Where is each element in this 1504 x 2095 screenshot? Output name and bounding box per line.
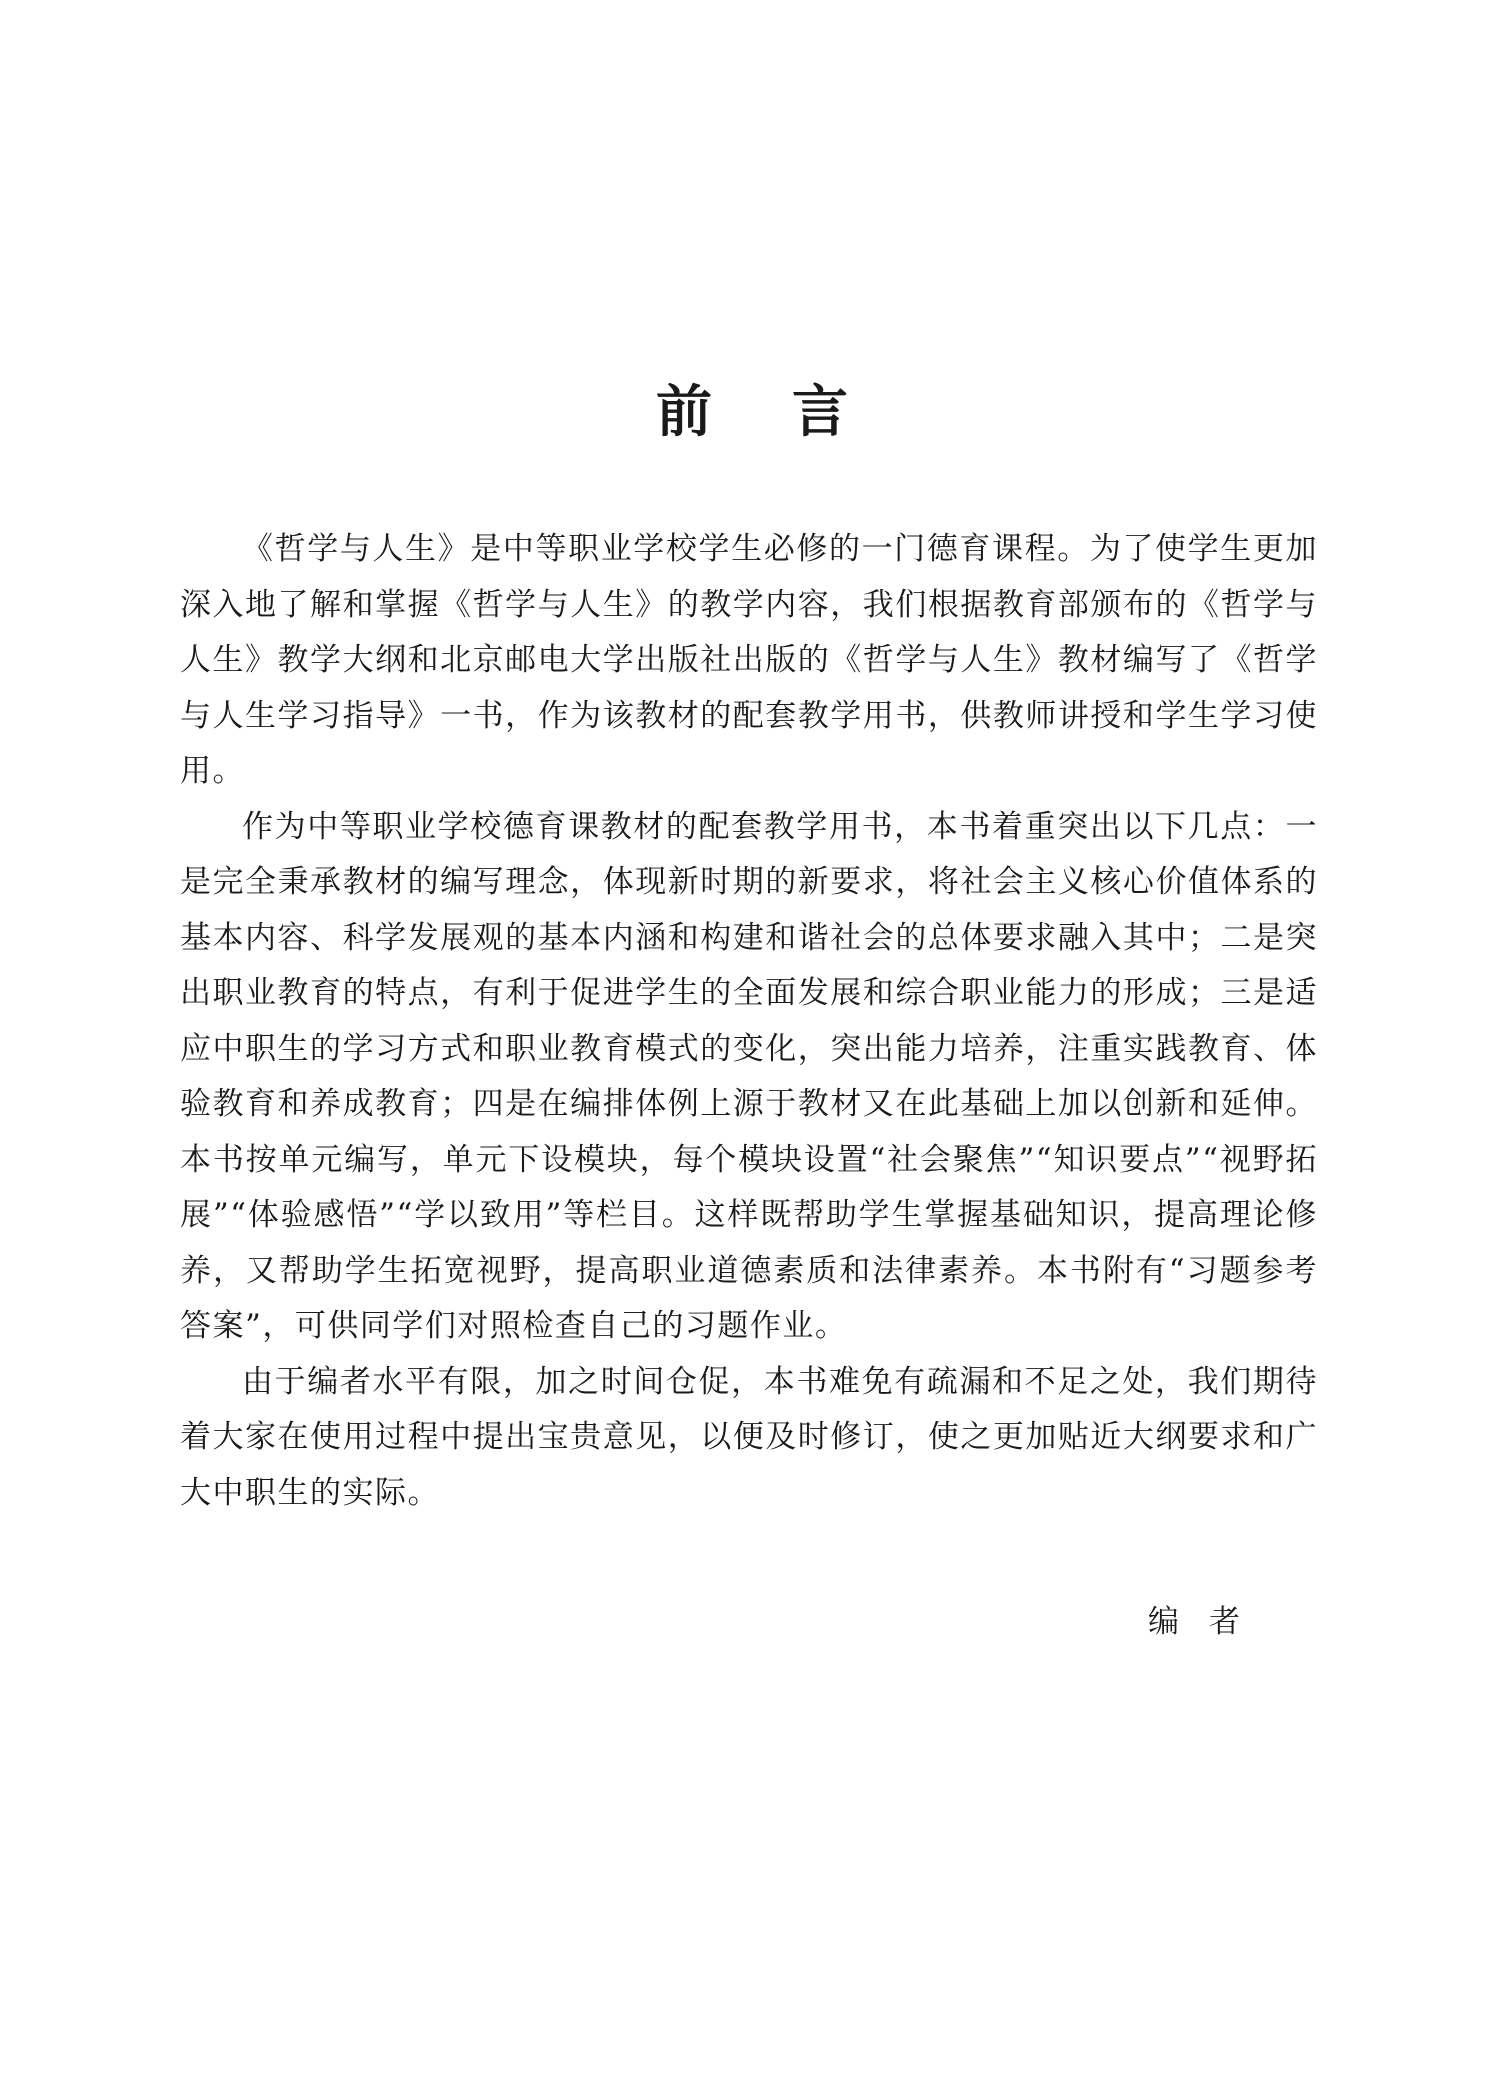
page-title: 前言: [656, 379, 928, 445]
paragraph-1: 《哲学与人生》是中等职业学校学生必修的一门德育课程。为了使学生更加深入地了解和掌握《哲学与人生》的教学内容，我们根据教育部颁布的《哲学与人生》教学大纲和北京邮电大学出版社出版的《哲学与人生》教材编写了《哲学与人生学习指导》一书，作为该教材的配套教学用书，供教师讲授和学生学习使用。: [180, 531, 1318, 789]
paragraph-3: 由于编者水平有限，加之时间仓促，本书难免有疏漏和不足之处，我们期待着大家在使用过程中提出宝贵意见，以便及时修订，使之更加贴近大纲要求和广大中职生的实际。: [180, 1363, 1318, 1511]
author-signature: 编者: [1148, 1604, 1270, 1640]
preface-body: [180, 522, 1318, 1521]
paragraph-2: 作为中等职业学校德育课教材的配套教学用书，本书着重突出以下几点：一是完全秉承教材的编写理念，体现新时期的新要求，将社会主义核心价值体系的基本内容、科学发展观的基本内涵和构建和谐社会的总体要求融入其中；二是突出职业教育的特点，有利于促进学生的全面发展和综合职业能力的形成；三是适应中职生的学习方式和职业教育模式的变化，突出能力培养，注重实践教育、体验教育和养成教育；四是在编排体例上源于教材又在此基础上加以创新和延伸。本书按单元编写，单元下设模块，每个模块设置“社会聚焦”“知识要点”“视野拓展”“体验感悟”“学以致用”等栏目。这样既帮助学生掌握基础知识，提高理论修养，又帮助学生拓宽视野，提高职业道德素质和法律素养。本书附有“习题参考答案”，可供同学们对照检查自己的习题作业。: [180, 808, 1318, 1344]
